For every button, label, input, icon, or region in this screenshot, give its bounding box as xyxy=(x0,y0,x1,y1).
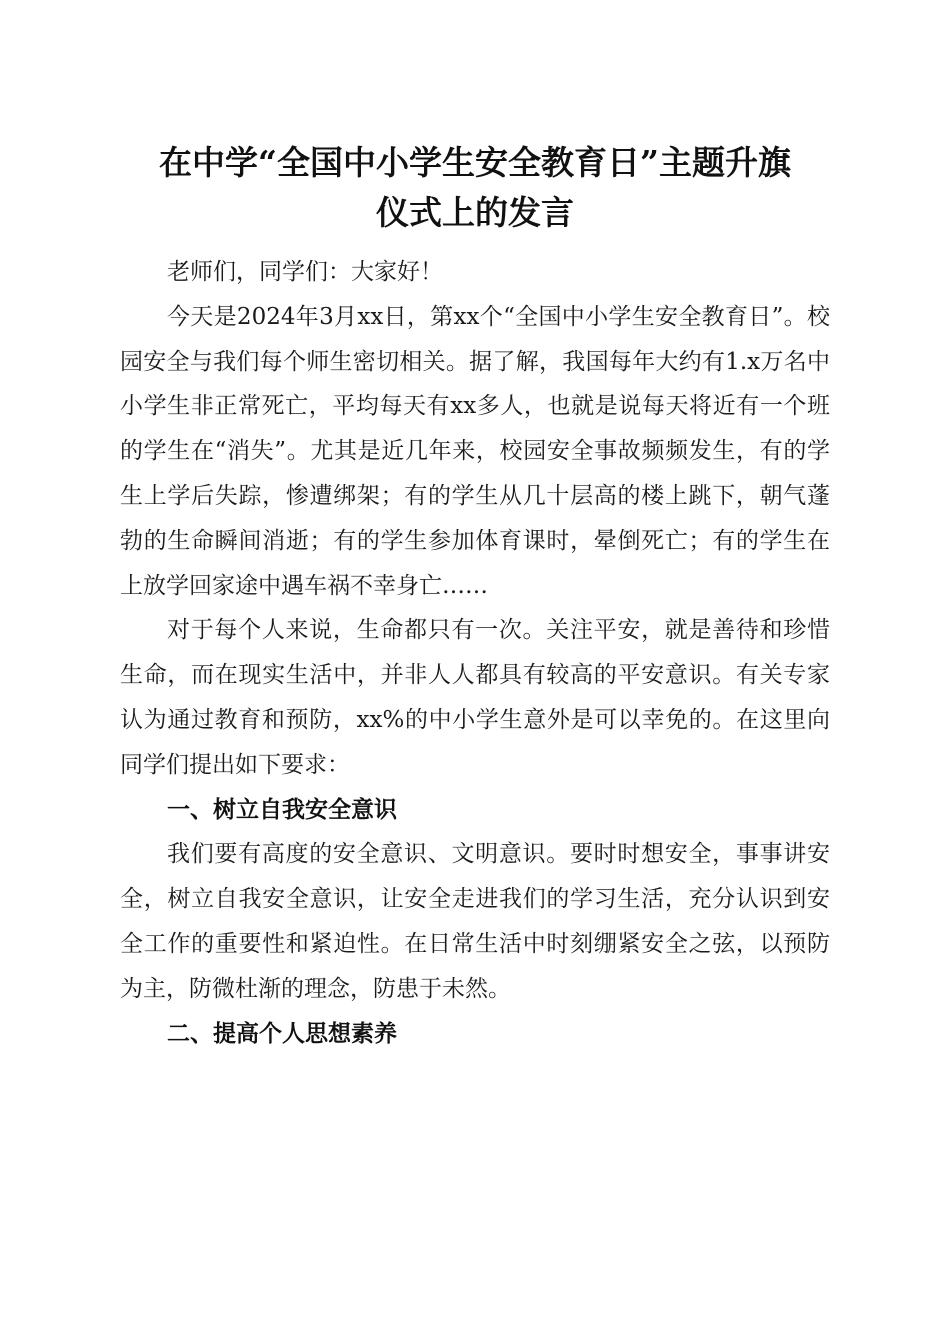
title-line-2: 仪式上的发言 xyxy=(376,193,574,232)
intro-paragraph: 今天是2024年3月xx日，第xx个“全国中小学生安全教育日”。校园安全与我们每个师生密切相关。据了解，我国每年大约有1.x万名中小学生非正常死亡，平均每天有xx多人，也就是说每天将近有一个班的学生在“消失”。尤其是近几年来，校园安全事故频频发生，有的学生上学后失踪，惨遭绑架；有的学生从几十层高的楼上跳下，朝气蓬勃的生命瞬间消逝；有的学生参加体育课时，晕倒死亡；有的学生在上放学回家途中遇车祸不幸身亡…… xyxy=(120,303,830,599)
section-heading-2: 二、提高个人思想素养 xyxy=(167,1020,397,1047)
document-title xyxy=(110,138,840,238)
document-body xyxy=(120,250,830,1056)
section-1-paragraph: 我们要有高度的安全意识、文明意识。要时时想安全，事事讲安全，树立自我安全意识，让安全走进我们的学习生活，充分认识到安全工作的重要性和紧迫性。在日常生活中时刻绷紧安全之弦，以预防为主，防微杜渐的理念，防患于未然。 xyxy=(120,841,830,1002)
requirements-paragraph: 对于每个人来说，生命都只有一次。关注平安，就是善待和珍惜生命，而在现实生活中，并非人人都具有较高的平安意识。有关专家认为通过教育和预防，xx%的中小学生意外是可以幸免的。在这里向同学们提出如下要求： xyxy=(120,617,830,778)
title-line-1: 在中学“全国中小学生安全教育日”主题升旗 xyxy=(159,143,791,182)
greeting-paragraph: 老师们，同学们：大家好！ xyxy=(167,259,443,285)
section-heading-1: 一、树立自我安全意识 xyxy=(167,796,397,823)
